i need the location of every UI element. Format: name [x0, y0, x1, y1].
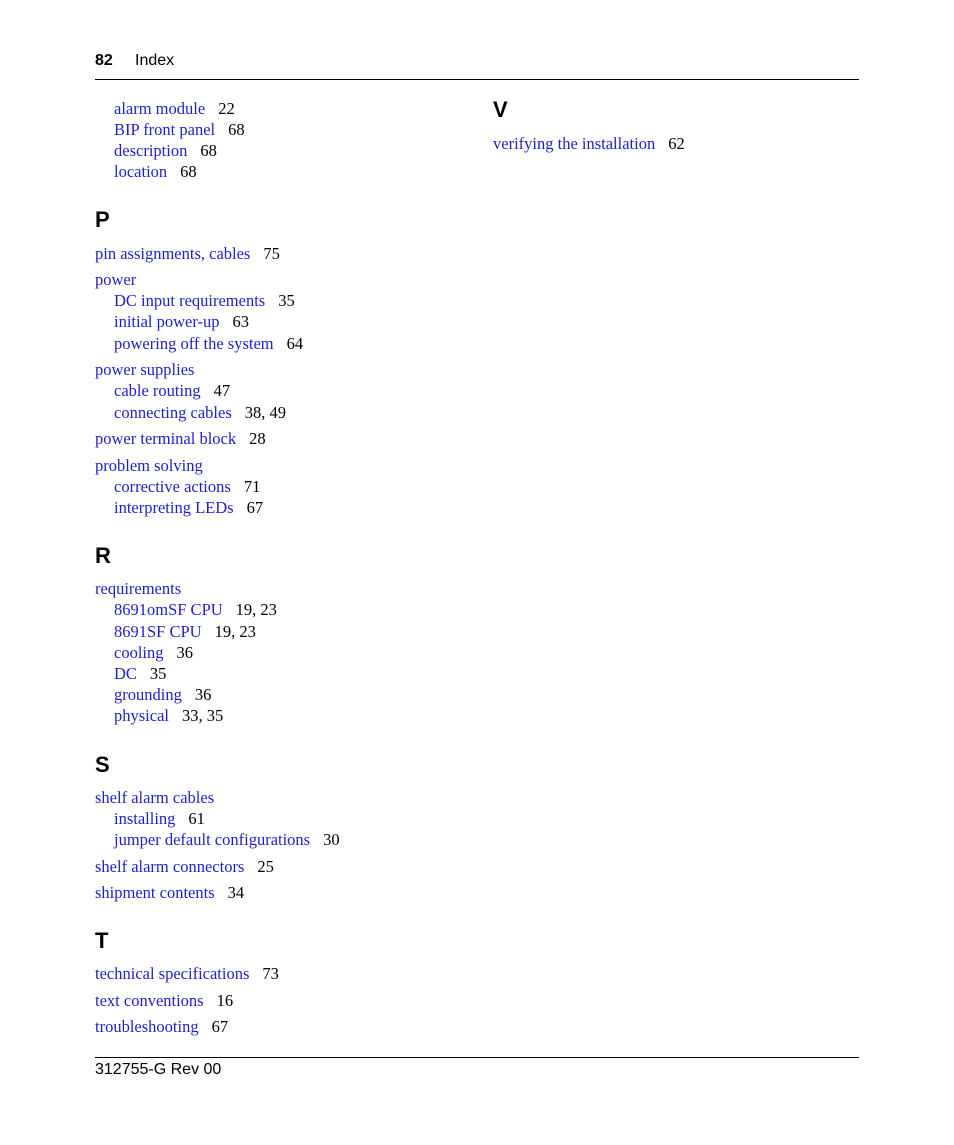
index-link[interactable]: corrective actions	[114, 477, 231, 496]
index-subentry	[95, 120, 245, 140]
index-entry	[95, 1017, 228, 1037]
index-link[interactable]: shelf alarm connectors	[95, 857, 245, 876]
page-ref: 38, 49	[244, 403, 286, 422]
index-subentry	[95, 643, 193, 663]
index-link[interactable]: cable routing	[114, 381, 201, 400]
page-ref: 75	[263, 244, 280, 263]
index-entry	[95, 429, 266, 449]
index-subentry	[95, 291, 295, 311]
page-ref: 36	[176, 643, 193, 662]
section-letter-s: S	[95, 752, 110, 777]
index-subentry	[95, 600, 277, 620]
index-link[interactable]: alarm module	[114, 99, 206, 118]
index-subentry	[95, 664, 166, 684]
index-entry	[95, 857, 274, 877]
index-link[interactable]: connecting cables	[114, 403, 232, 422]
page-ref: 71	[243, 477, 261, 496]
index-link[interactable]: DC input requirements	[114, 291, 266, 310]
index-link[interactable]: pin assignments, cables	[95, 244, 251, 263]
page-ref: 35	[278, 291, 295, 310]
index-link[interactable]: interpreting LEDs	[114, 498, 234, 517]
page-ref: 67	[211, 1017, 229, 1036]
index-link[interactable]: 8691omSF CPU	[114, 600, 223, 619]
page-ref: 19, 23	[214, 622, 256, 641]
index-entry	[95, 244, 280, 264]
index-entry	[95, 360, 194, 380]
index-entry	[95, 579, 181, 599]
section-letter-r: R	[95, 543, 111, 568]
index-link[interactable]: technical specifications	[95, 964, 250, 983]
index-link[interactable]: BIP front panel	[114, 120, 216, 139]
page-footer	[95, 1057, 859, 1079]
page-ref: 25	[257, 857, 274, 876]
section-letter-v: V	[493, 97, 508, 122]
page-ref: 35	[149, 664, 167, 683]
page-ref: 67	[246, 498, 264, 517]
index-subentry	[95, 685, 211, 705]
index-link[interactable]: power terminal block	[95, 429, 237, 448]
index-subentry	[95, 381, 230, 401]
page-ref: 36	[194, 685, 212, 704]
index-subentry	[95, 622, 256, 642]
index-subentry	[95, 334, 303, 354]
index-subentry	[95, 830, 340, 850]
page-title: Index	[135, 52, 175, 69]
index-link[interactable]: power supplies	[95, 360, 195, 379]
page-ref: 34	[227, 883, 245, 902]
page-ref: 68	[200, 141, 217, 160]
page-ref: 33, 35	[182, 706, 224, 725]
section-letter-p: P	[95, 207, 110, 232]
index-subentry	[95, 403, 286, 423]
index-subentry	[95, 498, 263, 518]
index-entry	[95, 456, 203, 476]
index-link[interactable]: initial power-up	[114, 312, 220, 331]
index-link[interactable]: problem solving	[95, 456, 203, 475]
page-ref: 19, 23	[235, 600, 277, 619]
index-link[interactable]: verifying the installation	[493, 134, 656, 153]
index-link[interactable]: location	[114, 162, 168, 181]
index-entry	[95, 883, 244, 903]
page-ref: 61	[188, 809, 205, 828]
index-entry	[95, 270, 136, 290]
page-ref: 63	[232, 312, 250, 331]
index-link[interactable]: physical	[114, 706, 169, 725]
index-link[interactable]: troubleshooting	[95, 1017, 199, 1036]
index-subentry	[95, 141, 217, 161]
index-subentry	[95, 809, 205, 829]
index-link[interactable]: text conventions	[95, 991, 204, 1010]
index-link[interactable]: power	[95, 270, 137, 289]
index-link[interactable]: DC	[114, 664, 137, 683]
page-ref: 68	[228, 120, 245, 139]
page-header	[95, 50, 859, 80]
index-subentry	[95, 162, 197, 182]
index-link[interactable]: installing	[114, 809, 176, 828]
index-subentry	[95, 99, 235, 119]
document-id: 312755-G Rev 00	[95, 1061, 222, 1078]
page-ref: 30	[323, 830, 340, 849]
index-link[interactable]: requirements	[95, 579, 182, 598]
page-ref: 68	[180, 162, 197, 181]
index-link[interactable]: shelf alarm cables	[95, 788, 215, 807]
index-link[interactable]: 8691SF CPU	[114, 622, 202, 641]
index-subentry	[95, 706, 223, 726]
index-entry	[493, 134, 685, 154]
page-ref: 64	[286, 334, 304, 353]
index-link[interactable]: description	[114, 141, 188, 160]
page-ref: 28	[249, 429, 266, 448]
page-ref: 47	[213, 381, 231, 400]
page-ref: 22	[218, 99, 235, 118]
page-ref: 62	[668, 134, 685, 153]
index-link[interactable]: grounding	[114, 685, 182, 704]
index-subentry	[95, 477, 260, 497]
index-subentry	[95, 312, 249, 332]
page-ref: 16	[216, 991, 234, 1010]
index-entry	[95, 991, 233, 1011]
section-letter-t: T	[95, 928, 109, 953]
index-link[interactable]: cooling	[114, 643, 164, 662]
index-entry	[95, 964, 279, 984]
index-link[interactable]: shipment contents	[95, 883, 215, 902]
page-ref: 73	[262, 964, 279, 983]
page-number: 82	[95, 52, 113, 69]
index-link[interactable]: powering off the system	[114, 334, 274, 353]
index-entry	[95, 788, 214, 808]
index-link[interactable]: jumper default configurations	[114, 830, 311, 849]
